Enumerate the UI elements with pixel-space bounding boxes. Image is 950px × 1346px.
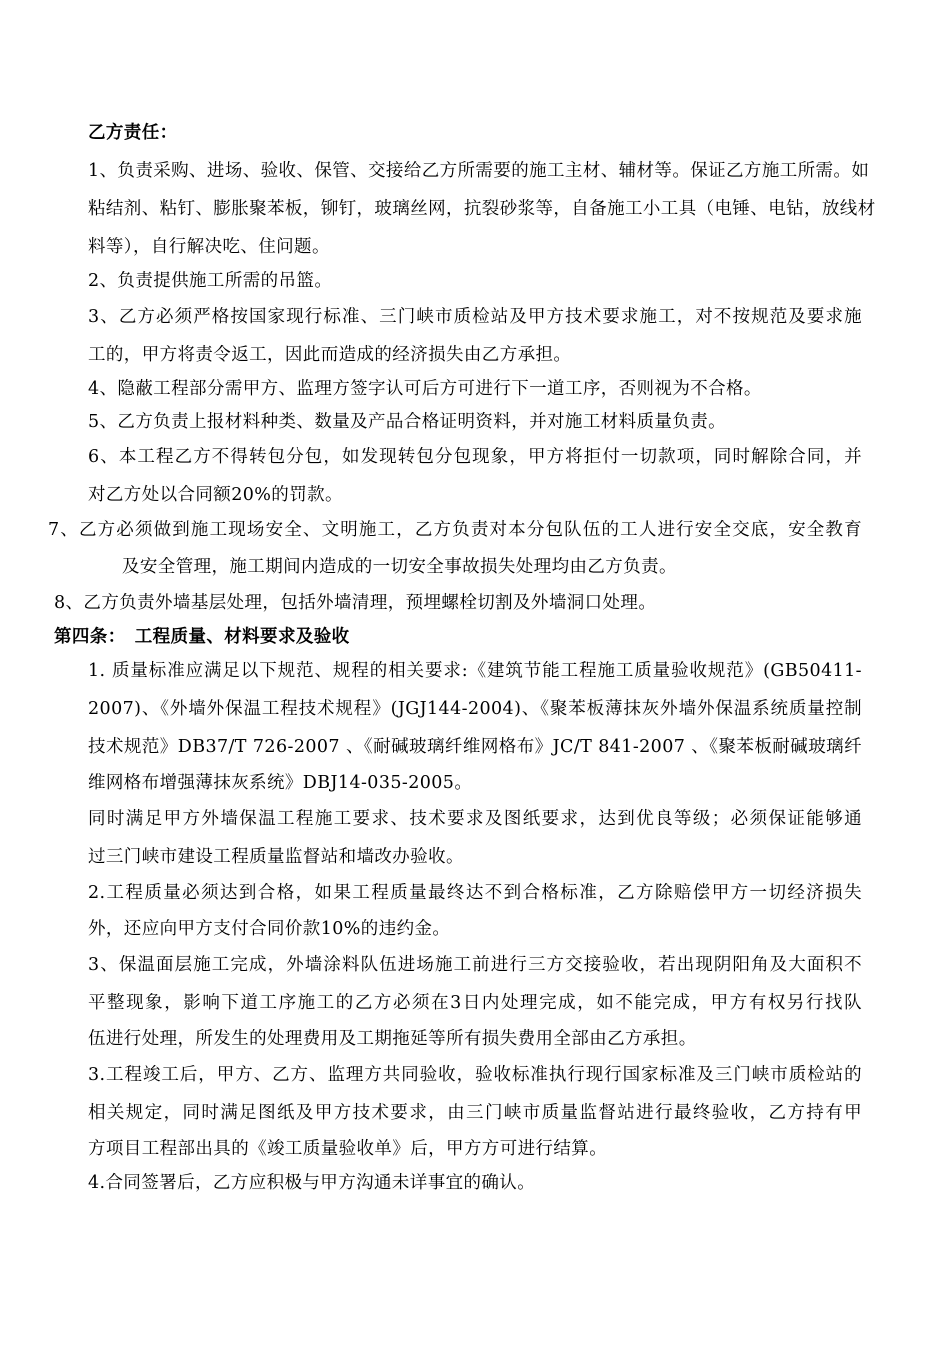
clause-line: 3、乙方必须严格按国家现行标准、三门峡市质检站及甲方技术要求施工，对不按规范及要求施 bbox=[88, 307, 862, 327]
clause-line: 8、乙方负责外墙基层处理，包括外墙清理，预埋螺栓切割及外墙洞口处理。 bbox=[54, 593, 657, 613]
clause-line: 相关规定，同时满足图纸及甲方技术要求，由三门峡市质量监督站进行最终验收，乙方持有甲 bbox=[88, 1103, 862, 1123]
clause-line: 技术规范》DB37/T 726-2007 、《耐碱玻璃纤维网格布》JC/T 841-2007 、《聚苯板耐碱玻璃纤 bbox=[88, 737, 862, 757]
clause-line: 3.工程竣工后，甲方、乙方、监理方共同验收，验收标准执行现行国家标准及三门峡市质检站的 bbox=[88, 1065, 862, 1085]
clause-line: 伍进行处理，所发生的处理费用及工期拖延等所有损失费用全部由乙方承担。 bbox=[88, 1029, 697, 1049]
clause-line: 4、隐蔽工程部分需甲方、监理方签字认可后方可进行下一道工序，否则视为不合格。 bbox=[88, 379, 762, 399]
clause-line: 外，还应向甲方支付合同价款10%的违约金。 bbox=[88, 919, 451, 939]
clause-line: 1. 质量标准应满足以下规范、规程的相关要求:《建筑节能工程施工质量验收规范》(GB50411- bbox=[88, 661, 862, 681]
clause-line: 1、负责采购、进场、验收、保管、交接给乙方所需要的施工主材、辅材等。保证乙方施工所需。如 bbox=[88, 161, 870, 181]
clause-line: 2、负责提供施工所需的吊篮。 bbox=[88, 271, 333, 291]
section-heading-party-b: 乙方责任： bbox=[88, 123, 178, 143]
clause-line: 3、保温面层施工完成，外墙涂料队伍进场施工前进行三方交接验收，若出现阴阳角及大面积不 bbox=[88, 955, 862, 975]
clause-line: 工的，甲方将责令返工，因此而造成的经济损失由乙方承担。 bbox=[88, 345, 572, 365]
clause-line: 维网格布增强薄抹灰系统》DBJ14-035-2005。 bbox=[88, 773, 473, 793]
clause-line: 5、乙方负责上报材料种类、数量及产品合格证明资料，并对施工材料质量负责。 bbox=[88, 412, 727, 432]
clause-line: 对乙方处以合同额20%的罚款。 bbox=[88, 485, 343, 505]
clause-line: 2007)、《外墙外保温工程技术规程》(JGJ144-2004)、《聚苯板薄抹灰外墙外保温系统质量控制 bbox=[88, 699, 862, 719]
section-heading-article-4: 第四条： 工程质量、材料要求及验收 bbox=[54, 627, 350, 647]
clause-line: 平整现象，影响下道工序施工的乙方必须在3日内处理完成，如不能完成，甲方有权另行找队 bbox=[88, 993, 862, 1013]
clause-line: 同时满足甲方外墙保温工程施工要求、技术要求及图纸要求，达到优良等级；必须保证能够通 bbox=[88, 809, 862, 829]
clause-line: 4.合同签署后，乙方应积极与甲方沟通未详事宜的确认。 bbox=[88, 1173, 536, 1193]
clause-line: 过三门峡市建设工程质量监督站和墙改办验收。 bbox=[88, 847, 464, 867]
clause-line: 料等），自行解决吃、住问题。 bbox=[88, 237, 330, 257]
clause-line: 6、本工程乙方不得转包分包，如发现转包分包现象，甲方将拒付一切款项，同时解除合同，并 bbox=[88, 447, 862, 467]
clause-line: 2.工程质量必须达到合格，如果工程质量最终达不到合格标准，乙方除赔偿甲方一切经济损失 bbox=[88, 883, 862, 903]
clause-line: 方项目工程部出具的《竣工质量验收单》后，甲方方可进行结算。 bbox=[88, 1139, 608, 1159]
clause-line: 7、乙方必须做到施工现场安全、文明施工，乙方负责对本分包队伍的工人进行安全交底，安全教育 bbox=[48, 520, 862, 540]
clause-line: 及安全管理，施工期间内造成的一切安全事故损失处理均由乙方负责。 bbox=[122, 557, 677, 577]
clause-line: 粘结剂、粘钉、膨胀聚苯板，铆钉，玻璃丝网，抗裂砂浆等，自备施工小工具（电锤、电钻，放线材 bbox=[88, 199, 876, 219]
